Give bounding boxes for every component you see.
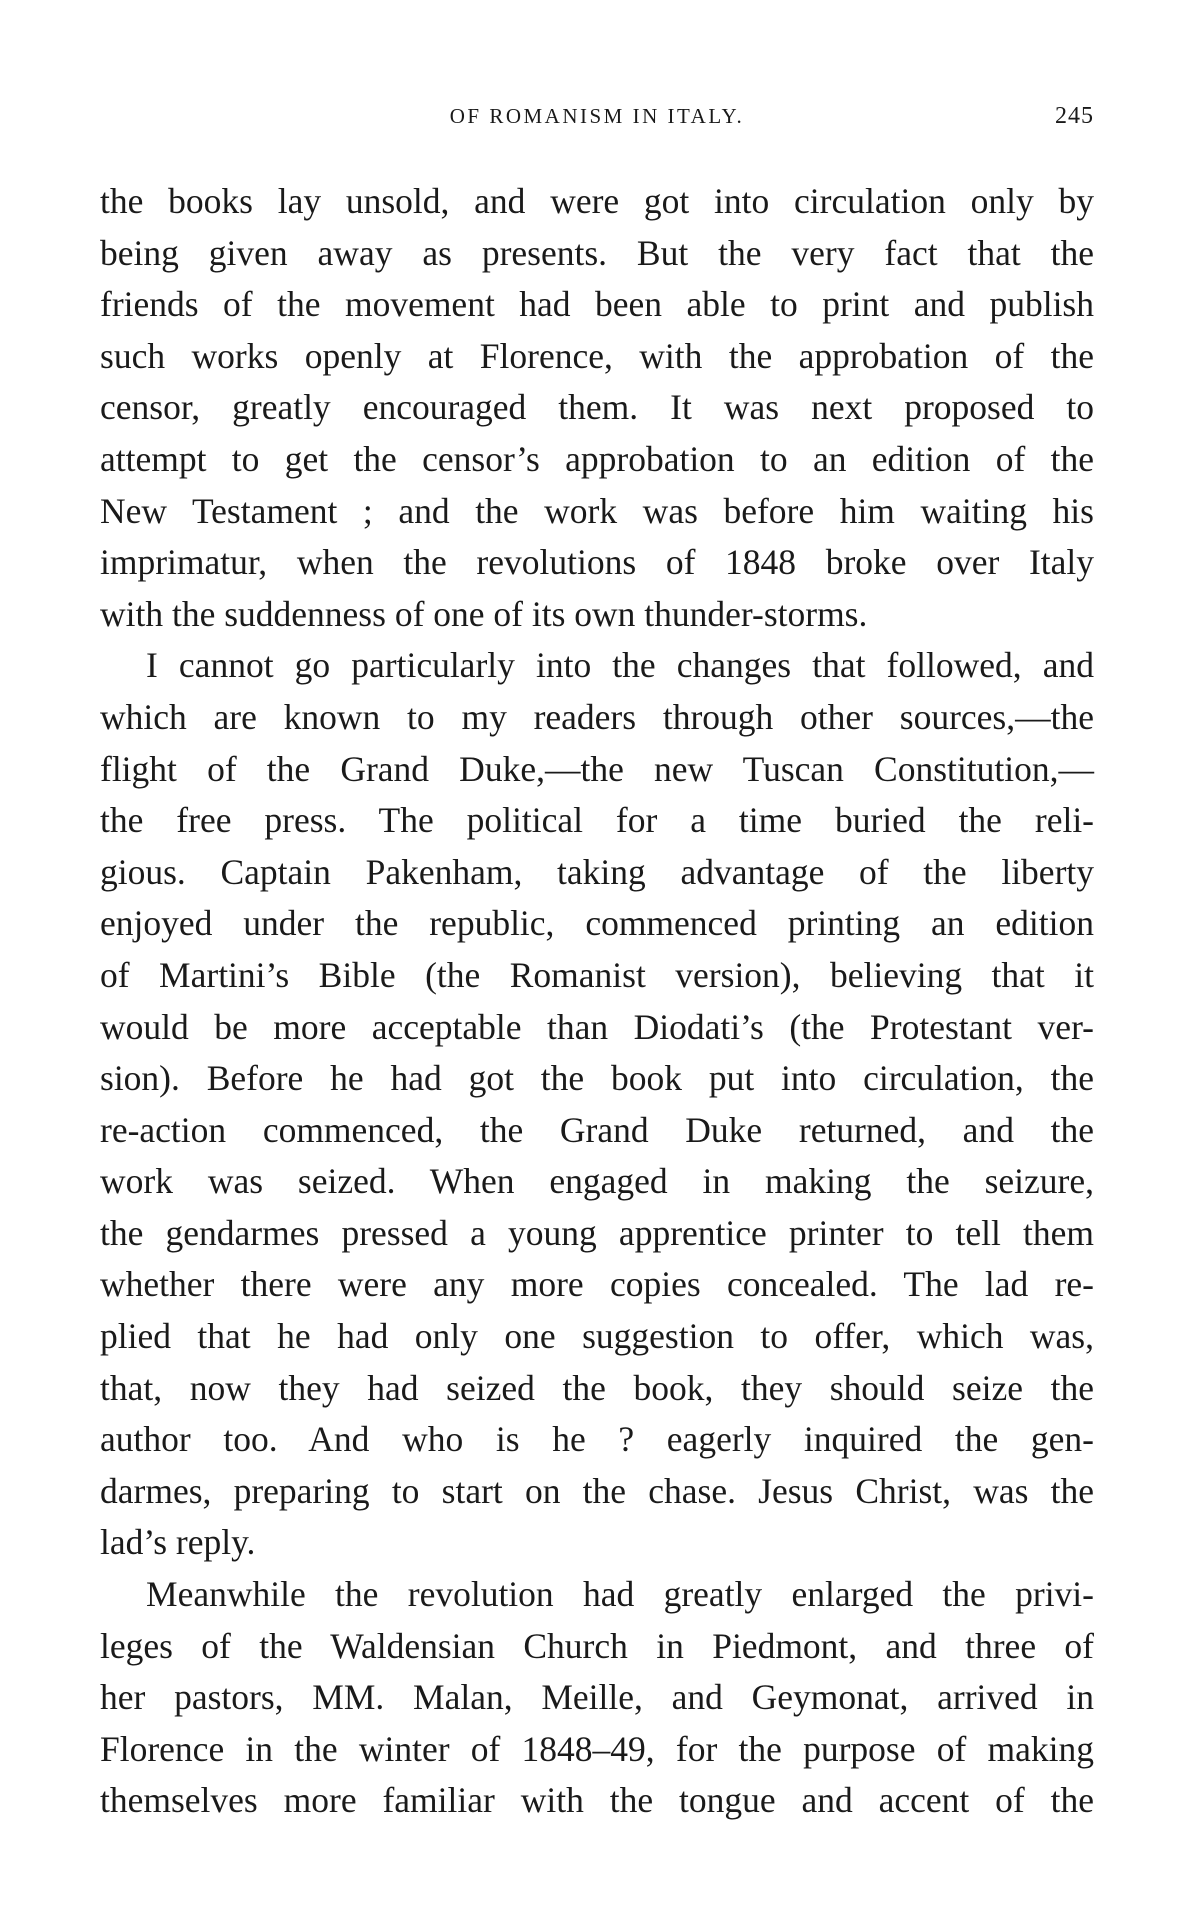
paragraph-1 — [100, 176, 1094, 640]
text-line: being given away as presents. But the very fact that the — [100, 232, 1094, 273]
paragraph-2 — [100, 640, 1094, 1569]
text-line: such works openly at Florence, with the approbation of the — [100, 335, 1094, 376]
text-line: flight of the Grand Duke,—the new Tuscan Constitution,— — [100, 748, 1094, 789]
paragraph-3 — [100, 1569, 1094, 1827]
text-line: her pastors, MM. Malan, Meille, and Geymonat, arrived in — [100, 1677, 1094, 1718]
running-title: OF ROMANISM IN ITALY. — [449, 104, 745, 128]
text-line: imprimatur, when the revolutions of 1848 broke over Italy — [100, 542, 1094, 583]
text-line: that, now they had seized the book, they should seize the — [100, 1367, 1094, 1408]
text-line: darmes, preparing to start on the chase. Jesus Christ, was the — [100, 1470, 1094, 1511]
text-line: re-action commenced, the Grand Duke returned, and the — [100, 1109, 1094, 1150]
running-header — [100, 96, 1094, 136]
text-line: the free press. The political for a time buried the reli- — [100, 800, 1094, 841]
text-line: gious. Captain Pakenham, taking advantage of the liberty — [100, 851, 1094, 892]
text-line: the gendarmes pressed a young apprentice printer to tell them — [100, 1212, 1094, 1253]
text-line: Florence in the winter of 1848–49, for the purpose of making — [100, 1728, 1094, 1769]
text-line: which are known to my readers through other sources,—the — [100, 696, 1094, 737]
text-line: with the suddenness of one of its own thunder-storms. — [100, 593, 868, 634]
text-line: lad’s reply. — [100, 1522, 256, 1563]
text-line: attempt to get the censor’s approbation to an edition of the — [100, 438, 1094, 479]
text-line: I cannot go particularly into the changes that followed, and — [146, 645, 1094, 686]
body-text — [100, 176, 1094, 1827]
text-line: Meanwhile the revolution had greatly enlarged the privi- — [146, 1574, 1094, 1615]
text-line: enjoyed under the republic, commenced printing an edition — [100, 903, 1094, 944]
text-line: leges of the Waldensian Church in Piedmont, and three of — [100, 1625, 1094, 1666]
text-line: of Martini’s Bible (the Romanist version), believing that it — [100, 954, 1094, 995]
text-line: whether there were any more copies concealed. The lad re- — [100, 1264, 1094, 1305]
page-number: 245 — [1055, 103, 1094, 129]
text-line: work was seized. When engaged in making the seizure, — [100, 1161, 1094, 1202]
text-line: sion). Before he had got the book put into circulation, the — [100, 1058, 1094, 1099]
text-line: themselves more familiar with the tongue and accent of the — [100, 1780, 1094, 1821]
text-line: New Testament ; and the work was before him waiting his — [100, 490, 1094, 531]
text-line: would be more acceptable than Diodati’s (the Protestant ver- — [100, 1006, 1094, 1047]
text-line: friends of the movement had been able to print and publish — [100, 284, 1094, 325]
text-line: plied that he had only one suggestion to offer, which was, — [100, 1316, 1094, 1357]
text-line: censor, greatly encouraged them. It was next proposed to — [100, 387, 1094, 428]
text-line: the books lay unsold, and were got into circulation only by — [100, 181, 1094, 221]
text-line: author too. And who is he ? eagerly inquired the gen- — [100, 1419, 1094, 1460]
